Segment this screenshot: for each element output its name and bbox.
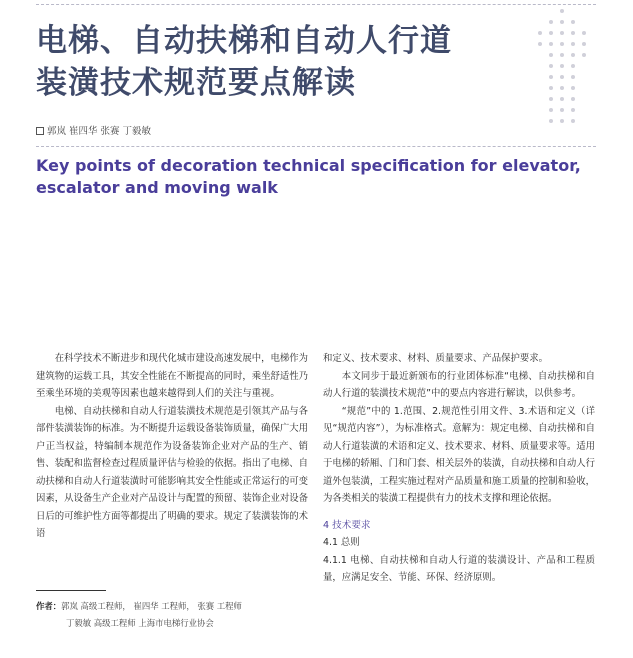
article-title-chinese bbox=[36, 20, 506, 104]
decorative-dot bbox=[571, 75, 575, 79]
decorative-dot bbox=[538, 31, 542, 35]
top-divider bbox=[36, 4, 596, 5]
paragraph: 在科学技术不断进步和现代化城市建设高速发展中，电梯作为建筑物的运载工具，其安全性能在不断提高的同时，乘坐舒适性乃至乘坐环境的美观等因素也越来越得到人们的关注与重视。 bbox=[36, 353, 308, 399]
decorative-dot bbox=[549, 64, 553, 68]
decorative-dot bbox=[571, 119, 575, 123]
paragraph: 和定义、技术要求、材料、质量要求、产品保护要求。 bbox=[323, 353, 549, 364]
decorative-dot bbox=[571, 20, 575, 24]
decorative-dot bbox=[582, 31, 586, 35]
decorative-dot bbox=[571, 64, 575, 68]
decorative-dot bbox=[549, 53, 553, 57]
decorative-dot bbox=[560, 9, 564, 13]
decorative-dot bbox=[549, 42, 553, 46]
title-line-1: 电梯、自动扶梯和自动人行道 bbox=[36, 23, 452, 59]
decorative-dot bbox=[549, 108, 553, 112]
footnote-label: 作者： bbox=[36, 601, 62, 611]
decorative-dot bbox=[582, 42, 586, 46]
subsection-heading: 4.1 总则 bbox=[323, 537, 360, 548]
footnote-rule bbox=[36, 590, 106, 591]
author-footnote bbox=[36, 598, 308, 632]
decorative-dot bbox=[560, 75, 564, 79]
paragraph: “规范”中的 1.范围、2.规范性引用文件、3.术语和定义（详见“规范内容”），为标准格式。意解为：规定电梯、自动扶梯和自动人行道装潢的术语和定义、技术要求、材料、质量要求等。适用于电梯的轿厢、门和门套、相关层外的装潢，自动扶梯和自动人行道外包装潢，工程实施过程对产品质量和施工质量的控制和验收，为各类相关的装潢工程提供有力的技术支撑和理论依据。 bbox=[323, 405, 595, 504]
body-column-right bbox=[323, 350, 595, 587]
decorative-dot bbox=[560, 53, 564, 57]
decorative-dot bbox=[571, 97, 575, 101]
author-line bbox=[36, 123, 151, 137]
square-bullet-icon bbox=[36, 127, 44, 135]
decorative-dot bbox=[571, 42, 575, 46]
decorative-dot bbox=[560, 64, 564, 68]
decorative-dot bbox=[560, 108, 564, 112]
section-divider bbox=[36, 146, 596, 147]
footnote-line-2: 丁毅敏 高级工程师 上海市电梯行业协会 bbox=[66, 618, 214, 628]
decorative-dot bbox=[571, 108, 575, 112]
decorative-dot bbox=[560, 42, 564, 46]
decorative-dot bbox=[549, 20, 553, 24]
decorative-dot bbox=[560, 119, 564, 123]
decorative-dot bbox=[582, 53, 586, 57]
decorative-dot bbox=[560, 31, 564, 35]
author-names: 郭岚 崔四华 张赛 丁毅敏 bbox=[47, 126, 152, 137]
footnote-line-1: 郭岚 高级工程师， 崔四华 工程师， 张赛 工程师 bbox=[61, 601, 242, 611]
title-line-2: 装潢技术规范要点解读 bbox=[36, 65, 356, 101]
section-heading: 4 技术要求 bbox=[323, 519, 371, 531]
decorative-dot bbox=[549, 75, 553, 79]
decorative-dot bbox=[560, 86, 564, 90]
decorative-dot bbox=[549, 31, 553, 35]
decorative-dot bbox=[549, 97, 553, 101]
paragraph: 本文同步于最近新颁布的行业团体标准“电梯、自动扶梯和自动人行道的装潢技术规范”中的要点内容进行解读，以供参考。 bbox=[323, 370, 595, 399]
paragraph: 电梯、自动扶梯和自动人行道装潢技术规范是引领其产品与各部件装潢装饰的标准。为不断提升运载设备装饰质量，确保广大用户正当权益，特编制本规范作为设备装饰企业对产品的生产、销售、装配和监督检查过程质量评估与检验的依据。指出了电梯、自动扶梯和自动人行道装潢时可能影响其安全性能或正常运行的可变因素，从设备生产企业对产品设计与配置的预留、装饰企业对设备日后的可维护性方面等都提出了明确的要求。规定了装潢装饰的术语 bbox=[36, 405, 308, 539]
decorative-dot bbox=[571, 31, 575, 35]
decorative-dot bbox=[549, 86, 553, 90]
decorative-dot bbox=[571, 53, 575, 57]
body-column-left bbox=[36, 350, 308, 543]
decorative-dot bbox=[571, 86, 575, 90]
article-title-english: Key points of decoration technical specification for elevator, escalator and moving walk bbox=[36, 156, 581, 197]
decorative-dot bbox=[560, 20, 564, 24]
clause-text: 4.1.1 电梯、自动扶梯和自动人行道的装潢设计、产品和工程质量，应满足安全、节能、环保、经济原则。 bbox=[323, 554, 595, 583]
decorative-dot-grid bbox=[538, 9, 598, 134]
decorative-dot bbox=[549, 119, 553, 123]
decorative-dot bbox=[538, 42, 542, 46]
decorative-dot bbox=[560, 97, 564, 101]
